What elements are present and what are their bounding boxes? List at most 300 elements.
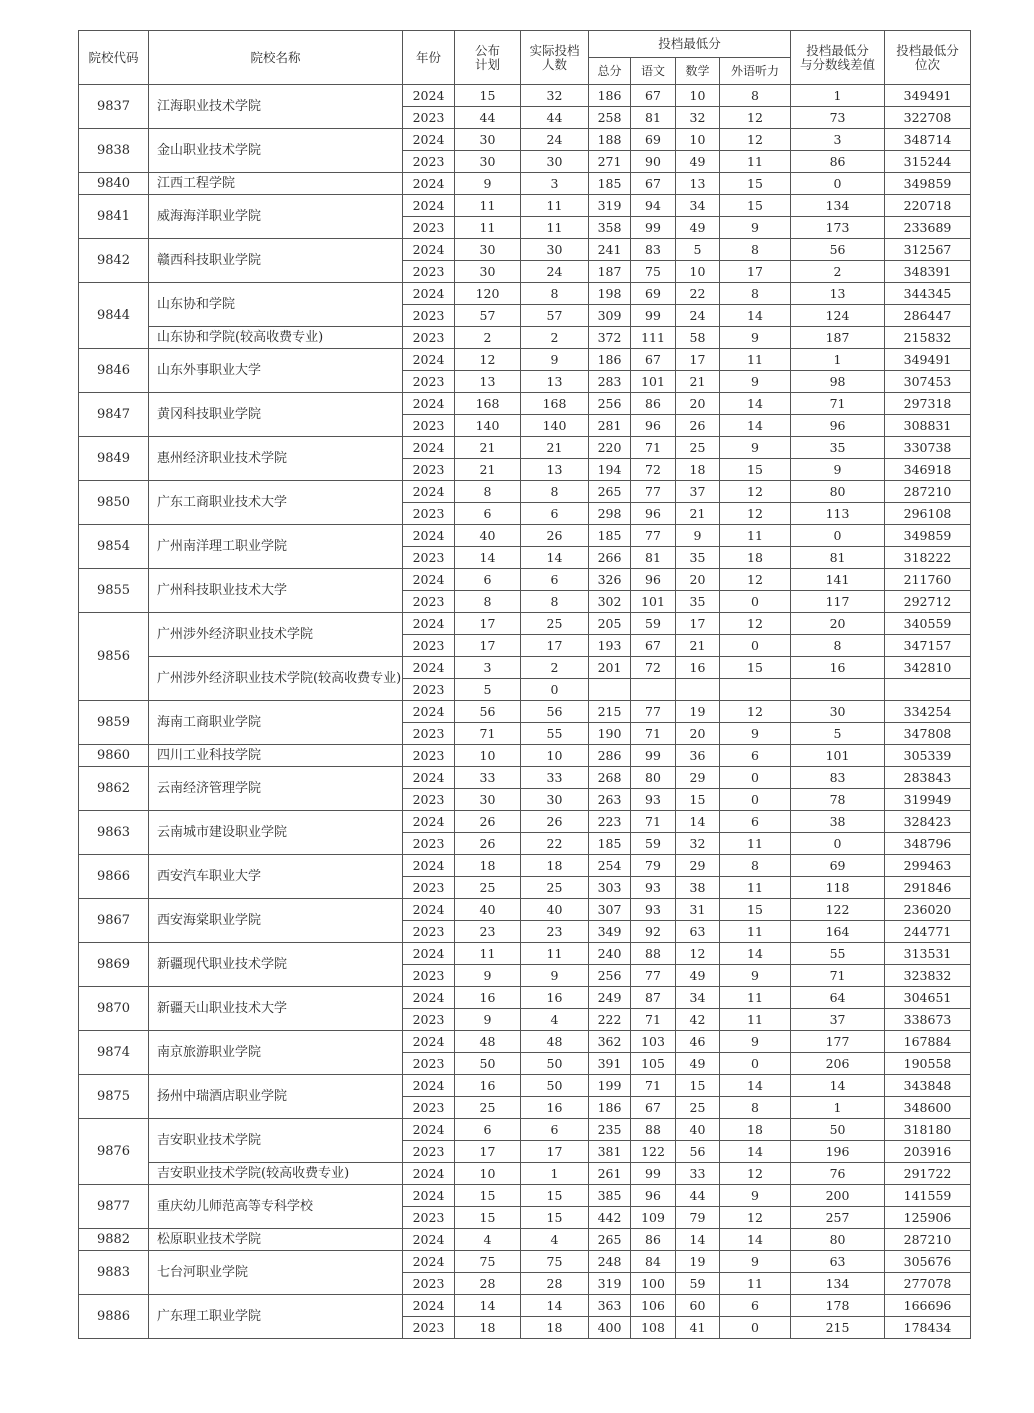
- cell-rank: 349491: [885, 349, 971, 371]
- cell-listening: 14: [720, 415, 791, 437]
- cell-plan: 44: [455, 107, 521, 129]
- cell-plan: 11: [455, 195, 521, 217]
- school-name: 西安海棠职业学院: [149, 899, 403, 943]
- cell-rank: 211760: [885, 569, 971, 591]
- cell-diff: 117: [791, 591, 885, 613]
- cell-diff: 1: [791, 349, 885, 371]
- school-code: 9841: [79, 195, 149, 239]
- cell-rank: 348391: [885, 261, 971, 283]
- cell-chinese: 103: [631, 1031, 676, 1053]
- cell-actual: 9: [521, 965, 589, 987]
- cell-diff: 215: [791, 1317, 885, 1339]
- cell-chinese: 81: [631, 547, 676, 569]
- cell-listening: 9: [720, 371, 791, 393]
- cell-listening: 15: [720, 459, 791, 481]
- cell-rank: 307453: [885, 371, 971, 393]
- cell-year: 2023: [403, 679, 455, 701]
- cell-total: 442: [589, 1207, 631, 1229]
- cell-math: 42: [676, 1009, 720, 1031]
- cell-diff: 200: [791, 1185, 885, 1207]
- cell-math: 26: [676, 415, 720, 437]
- cell-total: 283: [589, 371, 631, 393]
- cell-diff: 56: [791, 239, 885, 261]
- table-body: [79, 85, 971, 1339]
- cell-diff: 2: [791, 261, 885, 283]
- cell-year: 2024: [403, 613, 455, 635]
- cell-year: 2024: [403, 1251, 455, 1273]
- cell-math: 32: [676, 107, 720, 129]
- cell-actual: 6: [521, 503, 589, 525]
- school-name: 广东理工职业学院: [149, 1295, 403, 1339]
- cell-chinese: 94: [631, 195, 676, 217]
- cell-plan: 10: [455, 745, 521, 767]
- cell-plan: 168: [455, 393, 521, 415]
- cell-chinese: 99: [631, 1163, 676, 1185]
- cell-chinese: 86: [631, 393, 676, 415]
- cell-actual: 75: [521, 1251, 589, 1273]
- header-min-score-group: 投档最低分: [589, 31, 791, 58]
- cell-listening: 11: [720, 833, 791, 855]
- cell-chinese: 67: [631, 1097, 676, 1119]
- cell-listening: 15: [720, 195, 791, 217]
- cell-year: 2024: [403, 701, 455, 723]
- cell-plan: 25: [455, 1097, 521, 1119]
- cell-total: 201: [589, 657, 631, 679]
- school-name: 南京旅游职业学院: [149, 1031, 403, 1075]
- cell-actual: 168: [521, 393, 589, 415]
- header-diff: 投档最低分 与分数线差值: [791, 31, 885, 85]
- cell-plan: 75: [455, 1251, 521, 1273]
- cell-year: 2023: [403, 877, 455, 899]
- cell-chinese: 105: [631, 1053, 676, 1075]
- cell-listening: 12: [720, 1163, 791, 1185]
- cell-plan: 56: [455, 701, 521, 723]
- cell-plan: 33: [455, 767, 521, 789]
- cell-listening: 11: [720, 525, 791, 547]
- cell-year: 2023: [403, 415, 455, 437]
- cell-year: 2023: [403, 745, 455, 767]
- cell-year: 2023: [403, 921, 455, 943]
- cell-math: 33: [676, 1163, 720, 1185]
- school-name: 金山职业技术学院: [149, 129, 403, 173]
- table-row: [79, 1185, 971, 1207]
- cell-chinese: 99: [631, 745, 676, 767]
- cell-math: 34: [676, 987, 720, 1009]
- cell-rank: 296108: [885, 503, 971, 525]
- cell-year: 2024: [403, 1119, 455, 1141]
- cell-chinese: 83: [631, 239, 676, 261]
- cell-chinese: 67: [631, 349, 676, 371]
- school-name: 江海职业技术学院: [149, 85, 403, 129]
- cell-actual: 24: [521, 261, 589, 283]
- table-row: [79, 855, 971, 877]
- cell-math: 21: [676, 371, 720, 393]
- cell-chinese: 88: [631, 1119, 676, 1141]
- cell-year: 2024: [403, 1163, 455, 1185]
- cell-total: 391: [589, 1053, 631, 1075]
- school-name: 广州涉外经济职业技术学院(较高收费专业): [149, 657, 403, 701]
- cell-listening: 9: [720, 965, 791, 987]
- cell-total: 258: [589, 107, 631, 129]
- table-row: [79, 1075, 971, 1097]
- cell-actual: 17: [521, 1141, 589, 1163]
- school-code: 9842: [79, 239, 149, 283]
- table-row: [79, 1251, 971, 1273]
- cell-diff: 86: [791, 151, 885, 173]
- cell-plan: 30: [455, 789, 521, 811]
- cell-listening: 9: [720, 1031, 791, 1053]
- school-code: 9847: [79, 393, 149, 437]
- table-row: [79, 811, 971, 833]
- cell-math: 20: [676, 723, 720, 745]
- school-name: 山东协和学院(较高收费专业): [149, 327, 403, 349]
- cell-total: 302: [589, 591, 631, 613]
- cell-chinese: 90: [631, 151, 676, 173]
- cell-rank: 342810: [885, 657, 971, 679]
- cell-math: 79: [676, 1207, 720, 1229]
- cell-rank: 178434: [885, 1317, 971, 1339]
- cell-total: 281: [589, 415, 631, 437]
- cell-rank: 343848: [885, 1075, 971, 1097]
- cell-listening: 11: [720, 987, 791, 1009]
- cell-total: 194: [589, 459, 631, 481]
- cell-rank: 318222: [885, 547, 971, 569]
- cell-actual: 21: [521, 437, 589, 459]
- cell-listening: 18: [720, 1119, 791, 1141]
- cell-total: 349: [589, 921, 631, 943]
- cell-math: 37: [676, 481, 720, 503]
- cell-math: 36: [676, 745, 720, 767]
- cell-listening: 12: [720, 1207, 791, 1229]
- cell-math: 59: [676, 1273, 720, 1295]
- table-row: [79, 1229, 971, 1251]
- cell-total: 286: [589, 745, 631, 767]
- cell-total: 326: [589, 569, 631, 591]
- cell-year: 2023: [403, 261, 455, 283]
- cell-year: 2023: [403, 635, 455, 657]
- cell-actual: 40: [521, 899, 589, 921]
- cell-year: 2024: [403, 129, 455, 151]
- cell-rank: 349859: [885, 173, 971, 195]
- school-code: 9876: [79, 1119, 149, 1185]
- cell-math: 10: [676, 85, 720, 107]
- cell-rank: 318180: [885, 1119, 971, 1141]
- school-name: 西安汽车职业大学: [149, 855, 403, 899]
- cell-year: 2023: [403, 1009, 455, 1031]
- school-name: 广州科技职业技术大学: [149, 569, 403, 613]
- cell-plan: 6: [455, 569, 521, 591]
- cell-total: 319: [589, 1273, 631, 1295]
- cell-rank: 328423: [885, 811, 971, 833]
- cell-actual: 50: [521, 1075, 589, 1097]
- cell-total: 223: [589, 811, 631, 833]
- cell-actual: 10: [521, 745, 589, 767]
- cell-year: 2023: [403, 1053, 455, 1075]
- school-name: 新疆现代职业技术学院: [149, 943, 403, 987]
- cell-listening: 11: [720, 1273, 791, 1295]
- cell-total: 186: [589, 1097, 631, 1119]
- header-chinese: 语文: [631, 58, 676, 85]
- cell-total: 235: [589, 1119, 631, 1141]
- cell-total: 249: [589, 987, 631, 1009]
- cell-math: [676, 679, 720, 701]
- school-code: 9882: [79, 1229, 149, 1251]
- cell-math: 56: [676, 1141, 720, 1163]
- cell-listening: 0: [720, 1053, 791, 1075]
- cell-listening: 8: [720, 855, 791, 877]
- cell-plan: 30: [455, 261, 521, 283]
- cell-plan: 50: [455, 1053, 521, 1075]
- cell-listening: 14: [720, 305, 791, 327]
- cell-year: 2023: [403, 1207, 455, 1229]
- cell-plan: 9: [455, 965, 521, 987]
- cell-math: 21: [676, 635, 720, 657]
- school-code: 9838: [79, 129, 149, 173]
- cell-chinese: 59: [631, 613, 676, 635]
- cell-year: 2023: [403, 1141, 455, 1163]
- cell-math: 22: [676, 283, 720, 305]
- header-actual: 实际投档 人数: [521, 31, 589, 85]
- cell-rank: 291722: [885, 1163, 971, 1185]
- school-code: 9867: [79, 899, 149, 943]
- cell-total: 215: [589, 701, 631, 723]
- cell-listening: 8: [720, 239, 791, 261]
- cell-actual: 22: [521, 833, 589, 855]
- cell-chinese: 106: [631, 1295, 676, 1317]
- cell-math: 20: [676, 569, 720, 591]
- cell-chinese: 93: [631, 877, 676, 899]
- cell-rank: 349491: [885, 85, 971, 107]
- cell-year: 2024: [403, 393, 455, 415]
- cell-listening: 12: [720, 107, 791, 129]
- cell-year: 2024: [403, 437, 455, 459]
- table-row: [79, 767, 971, 789]
- table-row: [79, 987, 971, 1009]
- cell-rank: 292712: [885, 591, 971, 613]
- cell-total: 186: [589, 349, 631, 371]
- cell-math: 17: [676, 613, 720, 635]
- cell-diff: 80: [791, 1229, 885, 1251]
- school-name: 山东外事职业大学: [149, 349, 403, 393]
- cell-actual: 23: [521, 921, 589, 943]
- cell-listening: 14: [720, 1141, 791, 1163]
- cell-math: 49: [676, 217, 720, 239]
- cell-actual: 11: [521, 943, 589, 965]
- cell-rank: 236020: [885, 899, 971, 921]
- cell-plan: 48: [455, 1031, 521, 1053]
- cell-listening: 12: [720, 503, 791, 525]
- school-code: 9840: [79, 173, 149, 195]
- cell-rank: 286447: [885, 305, 971, 327]
- cell-chinese: 81: [631, 107, 676, 129]
- cell-rank: 166696: [885, 1295, 971, 1317]
- cell-diff: 196: [791, 1141, 885, 1163]
- cell-plan: 17: [455, 613, 521, 635]
- cell-year: 2024: [403, 283, 455, 305]
- cell-listening: [720, 679, 791, 701]
- table-row: [79, 129, 971, 151]
- cell-rank: 340559: [885, 613, 971, 635]
- cell-actual: 8: [521, 283, 589, 305]
- cell-plan: 26: [455, 833, 521, 855]
- cell-rank: 220718: [885, 195, 971, 217]
- cell-year: 2023: [403, 217, 455, 239]
- cell-plan: 10: [455, 1163, 521, 1185]
- cell-actual: 15: [521, 1185, 589, 1207]
- cell-listening: 9: [720, 1251, 791, 1273]
- admission-score-table: [78, 30, 971, 1339]
- cell-diff: 5: [791, 723, 885, 745]
- cell-year: 2024: [403, 239, 455, 261]
- cell-total: 187: [589, 261, 631, 283]
- cell-math: 16: [676, 657, 720, 679]
- school-code: 9875: [79, 1075, 149, 1119]
- cell-diff: 14: [791, 1075, 885, 1097]
- cell-total: 372: [589, 327, 631, 349]
- cell-listening: 8: [720, 85, 791, 107]
- cell-actual: 0: [521, 679, 589, 701]
- cell-year: 2024: [403, 855, 455, 877]
- cell-actual: 18: [521, 1317, 589, 1339]
- cell-chinese: 93: [631, 789, 676, 811]
- cell-chinese: 67: [631, 85, 676, 107]
- cell-total: 254: [589, 855, 631, 877]
- cell-chinese: 88: [631, 943, 676, 965]
- cell-plan: 26: [455, 811, 521, 833]
- cell-total: 185: [589, 833, 631, 855]
- cell-listening: 0: [720, 789, 791, 811]
- table-row: [79, 173, 971, 195]
- school-code: 9866: [79, 855, 149, 899]
- cell-actual: 4: [521, 1009, 589, 1031]
- school-name: 新疆天山职业技术大学: [149, 987, 403, 1031]
- cell-diff: 0: [791, 525, 885, 547]
- school-name: 四川工业科技学院: [149, 745, 403, 767]
- cell-total: 185: [589, 525, 631, 547]
- school-code: 9862: [79, 767, 149, 811]
- cell-math: 19: [676, 1251, 720, 1273]
- cell-chinese: 72: [631, 459, 676, 481]
- cell-math: 15: [676, 789, 720, 811]
- cell-diff: 83: [791, 767, 885, 789]
- cell-rank: 190558: [885, 1053, 971, 1075]
- table-header: [79, 31, 971, 85]
- cell-plan: 16: [455, 1075, 521, 1097]
- cell-math: 49: [676, 965, 720, 987]
- school-name: 广州南洋理工职业学院: [149, 525, 403, 569]
- cell-plan: 71: [455, 723, 521, 745]
- cell-math: 24: [676, 305, 720, 327]
- cell-listening: 14: [720, 1229, 791, 1251]
- cell-plan: 16: [455, 987, 521, 1009]
- cell-actual: 26: [521, 525, 589, 547]
- cell-rank: 305676: [885, 1251, 971, 1273]
- table-row: [79, 1031, 971, 1053]
- table-row: [79, 943, 971, 965]
- cell-diff: 1: [791, 1097, 885, 1119]
- cell-rank: 315244: [885, 151, 971, 173]
- cell-math: 35: [676, 547, 720, 569]
- cell-total: 266: [589, 547, 631, 569]
- cell-actual: 32: [521, 85, 589, 107]
- cell-rank: 297318: [885, 393, 971, 415]
- cell-chinese: 71: [631, 437, 676, 459]
- cell-plan: 28: [455, 1273, 521, 1295]
- cell-plan: 40: [455, 525, 521, 547]
- cell-diff: 73: [791, 107, 885, 129]
- cell-actual: 48: [521, 1031, 589, 1053]
- school-code: 9850: [79, 481, 149, 525]
- cell-listening: 18: [720, 547, 791, 569]
- cell-diff: 1: [791, 85, 885, 107]
- cell-rank: 167884: [885, 1031, 971, 1053]
- cell-rank: 348796: [885, 833, 971, 855]
- cell-actual: 3: [521, 173, 589, 195]
- cell-total: 185: [589, 173, 631, 195]
- cell-total: 307: [589, 899, 631, 921]
- table-row: [79, 525, 971, 547]
- cell-chinese: 122: [631, 1141, 676, 1163]
- cell-diff: 13: [791, 283, 885, 305]
- cell-rank: 283843: [885, 767, 971, 789]
- cell-total: 193: [589, 635, 631, 657]
- cell-chinese: 59: [631, 833, 676, 855]
- cell-chinese: 93: [631, 899, 676, 921]
- cell-plan: 18: [455, 855, 521, 877]
- cell-total: 303: [589, 877, 631, 899]
- cell-plan: 30: [455, 129, 521, 151]
- cell-math: 34: [676, 195, 720, 217]
- table-row: [79, 1119, 971, 1141]
- header-listening: 外语听力: [720, 58, 791, 85]
- cell-rank: 299463: [885, 855, 971, 877]
- table-row: [79, 481, 971, 503]
- school-name: 广东工商职业技术大学: [149, 481, 403, 525]
- table-row: [79, 657, 971, 679]
- cell-actual: 15: [521, 1207, 589, 1229]
- cell-total: 199: [589, 1075, 631, 1097]
- cell-diff: 81: [791, 547, 885, 569]
- cell-listening: 8: [720, 283, 791, 305]
- cell-math: 17: [676, 349, 720, 371]
- cell-plan: 15: [455, 1185, 521, 1207]
- cell-chinese: 71: [631, 1009, 676, 1031]
- cell-year: 2023: [403, 371, 455, 393]
- cell-actual: 14: [521, 547, 589, 569]
- cell-rank: 287210: [885, 481, 971, 503]
- cell-year: 2024: [403, 1075, 455, 1097]
- cell-listening: 6: [720, 1295, 791, 1317]
- cell-rank: 203916: [885, 1141, 971, 1163]
- cell-listening: 14: [720, 1075, 791, 1097]
- cell-diff: 177: [791, 1031, 885, 1053]
- school-code: 9870: [79, 987, 149, 1031]
- cell-rank: 344345: [885, 283, 971, 305]
- cell-year: 2023: [403, 327, 455, 349]
- cell-math: 10: [676, 129, 720, 151]
- cell-year: 2023: [403, 459, 455, 481]
- cell-total: 319: [589, 195, 631, 217]
- cell-year: 2023: [403, 965, 455, 987]
- cell-chinese: 69: [631, 283, 676, 305]
- cell-plan: 40: [455, 899, 521, 921]
- cell-year: 2023: [403, 789, 455, 811]
- cell-rank: 330738: [885, 437, 971, 459]
- cell-diff: 16: [791, 657, 885, 679]
- header-rank: 投档最低分 位次: [885, 31, 971, 85]
- cell-year: 2024: [403, 987, 455, 1009]
- cell-year: 2024: [403, 85, 455, 107]
